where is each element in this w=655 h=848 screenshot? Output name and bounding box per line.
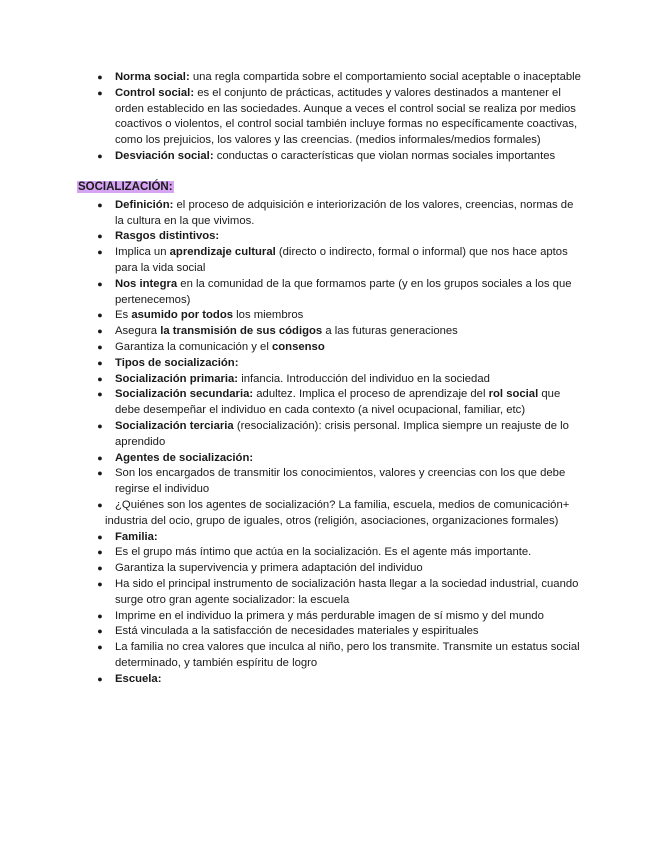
- bullet-icon: ●: [97, 420, 103, 431]
- socializacion-list: [0, 198, 655, 514]
- bullet-icon: ●: [97, 610, 103, 621]
- list-item: ● ¿Quiénes son los agentes de socialización? La familia, escuela, medios de comunicación+: [0, 498, 655, 514]
- list-item: ● Socialización terciaria (resocialización): crisis personal. Implica siempre un reajuste de lo aprendido: [0, 419, 655, 451]
- bullet-icon: ●: [97, 72, 103, 82]
- bullet-icon: ●: [97, 547, 103, 558]
- bullet-icon: ●: [97, 341, 103, 352]
- bullet-icon: ●: [97, 468, 103, 479]
- list-item: ● Tipos de socialización:: [0, 356, 655, 372]
- bullet-icon: ●: [97, 673, 103, 684]
- bullet-icon: ●: [97, 563, 103, 574]
- list-item: ● Familia:: [0, 530, 655, 546]
- bullet-icon: ●: [97, 199, 103, 210]
- list-item: ● Es asumido por todos los miembros: [0, 308, 655, 324]
- document-page: [0, 70, 655, 687]
- bullet-icon: ●: [97, 642, 103, 653]
- list-item: ● Implica un aprendizaje cultural (directo o indirecto, formal o informal) que nos hace aptos para la vida social: [0, 245, 655, 277]
- list-item: ● Garantiza la comunicación y el consenso: [0, 340, 655, 356]
- bullet-icon: ●: [97, 310, 103, 321]
- list-item: ● Escuela:: [0, 672, 655, 688]
- list-item: ● Ha sido el principal instrumento de socialización hasta llegar a la sociedad industrial, cuando surge otro gran agente socializador: la escuela: [0, 577, 655, 609]
- list-item: ● Es el grupo más íntimo que actúa en la socialización. Es el agente más importante.: [0, 545, 655, 561]
- list-item: ● La familia no crea valores que inculca al niño, pero los transmite. Transmite un estatus social determinado, y también espíritu de logro: [0, 640, 655, 672]
- list-item: ● Está vinculada a la satisfacción de necesidades materiales y espirituales: [0, 624, 655, 640]
- list-item: ● Norma social: una regla compartida sobre el comportamiento social aceptable o inaceptable: [0, 70, 655, 86]
- list-item: ● Son los encargados de transmitir los conocimientos, valores y creencias con los que debe regirse el individuo: [0, 466, 655, 498]
- bullet-icon: ●: [97, 357, 103, 368]
- top-definitions-list: [0, 70, 655, 165]
- bullet-icon: ●: [97, 373, 103, 384]
- bullet-icon: ●: [97, 247, 103, 258]
- list-item: ● Garantiza la supervivencia y primera adaptación del individuo: [0, 561, 655, 577]
- list-item: ● Control social: es el conjunto de prácticas, actitudes y valores destinados a mantener el orden establecido en las sociedades. Aunque a veces el control social se realiza por medios coactivos o violentos, el control social también incluye formas no específicamente coactivas, como los prejuicios, los valores y las creencias. (medios informales/medios formales): [0, 86, 655, 149]
- section-heading: SOCIALIZACIÓN:: [78, 180, 173, 193]
- list-item: ● Desviación social: conductas o características que violan normas sociales importantes: [0, 149, 655, 165]
- continuation-text: industria del ocio, grupo de iguales, otros (religión, asociaciones, organizaciones formales): [105, 514, 559, 527]
- bullet-icon: ●: [97, 626, 103, 637]
- bullet-icon: ●: [97, 150, 103, 161]
- list-item: ● Imprime en el individuo la primera y más perdurable imagen de sí mismo y del mundo: [0, 609, 655, 625]
- list-item: ● Asegura la transmisión de sus códigos a las futuras generaciones: [0, 324, 655, 340]
- bullet-icon: ●: [97, 499, 103, 510]
- bullet-icon: ●: [97, 389, 103, 400]
- bullet-icon: ●: [97, 326, 103, 337]
- bullet-icon: ●: [97, 578, 103, 589]
- bullet-icon: ●: [97, 531, 103, 542]
- list-item: ● Rasgos distintivos:: [0, 229, 655, 245]
- familia-list: [0, 530, 655, 688]
- bullet-icon: ●: [97, 231, 103, 242]
- bullet-icon: ●: [97, 278, 103, 289]
- bullet-icon: ●: [97, 87, 103, 98]
- list-item: ● Socialización secundaria: adultez. Implica el proceso de aprendizaje del rol social que debe desempeñar el individuo en cada contexto (a nivel ocupacional, familiar, etc): [0, 387, 655, 419]
- list-item: ● Nos integra en la comunidad de la que formamos parte (y en los grupos sociales a los que pertenecemos): [0, 277, 655, 309]
- list-item: ● Definición: el proceso de adquisición e interiorización de los valores, creencias, normas de la cultura en la que vivimos.: [0, 198, 655, 230]
- bullet-icon: ●: [97, 452, 103, 463]
- list-item: ● Socialización primaria: infancia. Introducción del individuo en la sociedad: [0, 372, 655, 388]
- list-item: ● Agentes de socialización:: [0, 451, 655, 467]
